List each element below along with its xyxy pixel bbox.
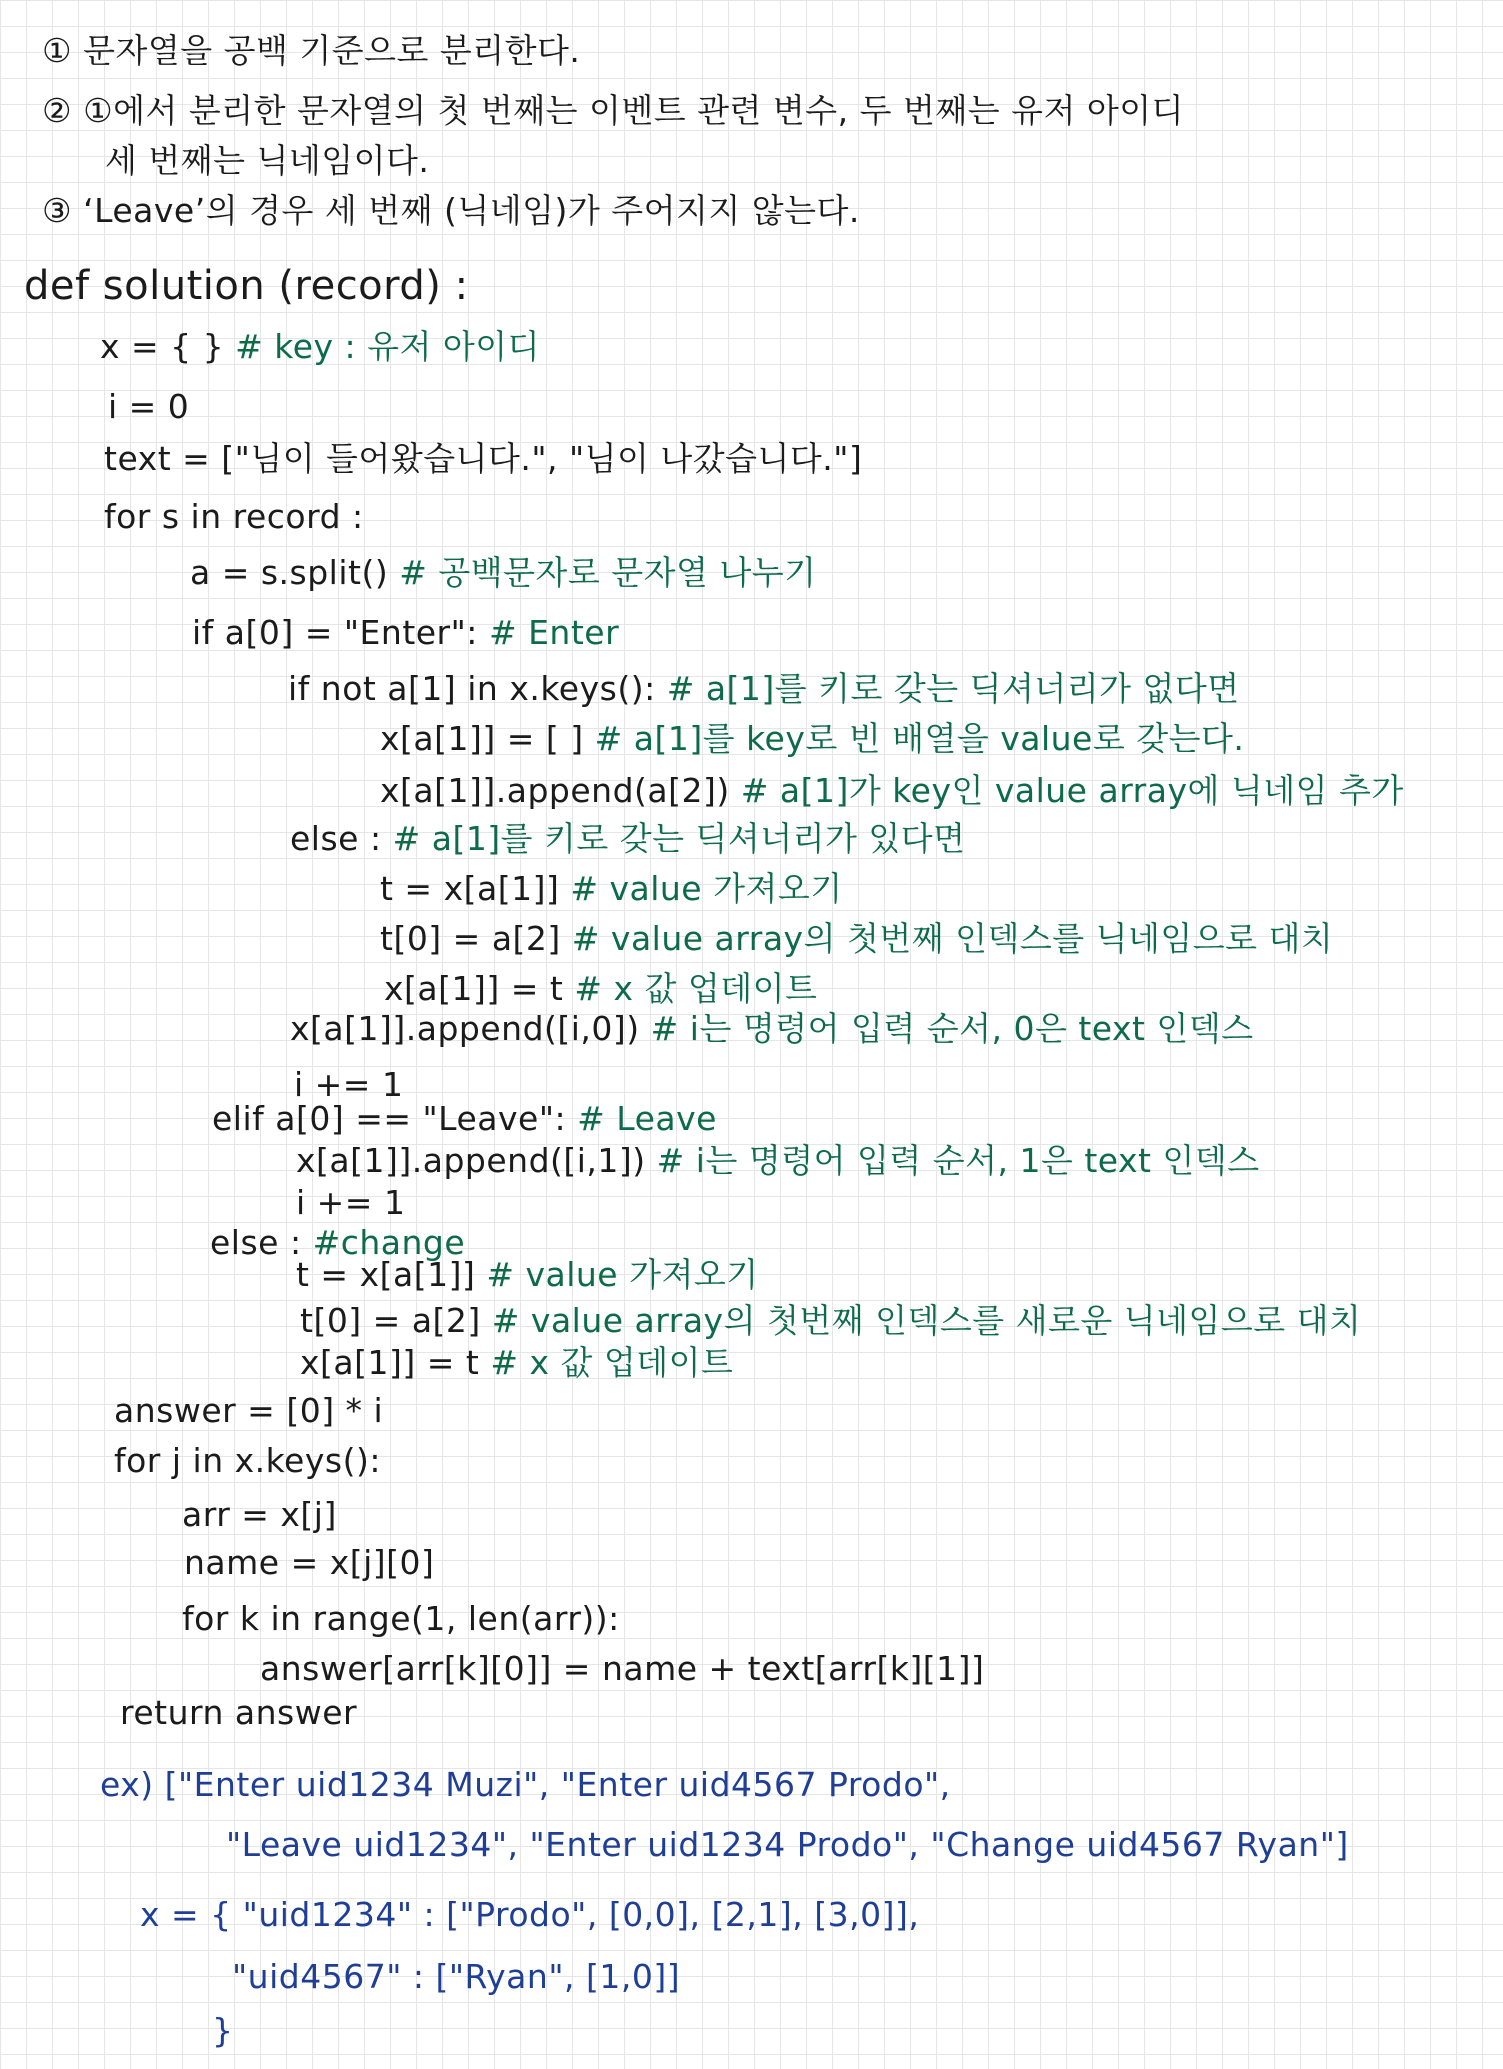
code-comment: # Enter	[488, 613, 620, 652]
code-text: name = x[j][0]	[184, 1543, 435, 1582]
code-text: for s in record :	[104, 497, 364, 536]
code-comment: # 공백문자로 문자열 나누기	[399, 553, 817, 592]
code-text: for k in range(1, len(arr)):	[182, 1599, 620, 1638]
code-text: x = { }	[100, 327, 225, 366]
code-comment: # value array의 첫번째 인덱스를 닉네임으로 대치	[571, 919, 1334, 958]
code-text: arr = x[j]	[182, 1495, 337, 1534]
code-text: t = x[a[1]]	[296, 1255, 476, 1294]
code-text: x[a[1]].append(a[2])	[380, 771, 730, 810]
code-comment: # key : 유저 아이디	[235, 327, 541, 366]
example-line-3: x = { "uid1234" : ["Prodo", [0,0], [2,1], [3,0]],	[140, 1895, 920, 1934]
code-comment: # value array의 첫번째 인덱스를 새로운 닉네임으로 대치	[491, 1301, 1362, 1340]
code-text: i = 0	[108, 387, 190, 426]
code-line-9	[380, 719, 1245, 758]
code-text: t[0] = a[2]	[300, 1301, 481, 1340]
code-comment: # i는 명령어 입력 순서, 1은 text 인덱스	[656, 1141, 1260, 1180]
code-line-27	[184, 1543, 435, 1582]
code-line-2	[100, 327, 541, 366]
code-line-25	[114, 1441, 381, 1480]
code-line-4	[104, 439, 863, 478]
code-text: if a[0] = "Enter":	[192, 613, 478, 652]
example-line-1: ex) ["Enter uid1234 Muzi", "Enter uid4567 Prodo",	[100, 1765, 951, 1804]
code-line-14	[384, 969, 818, 1008]
code-comment: # Leave	[577, 1099, 717, 1138]
code-line-17	[212, 1099, 717, 1138]
code-line-15	[290, 1009, 1254, 1048]
step-2-continued: 세 번째는 닉네임이다.	[105, 141, 430, 180]
step-1: ① 문자열을 공백 기준으로 분리한다.	[42, 31, 581, 70]
code-text: for j in x.keys():	[114, 1441, 381, 1480]
step-3: ③ ‘Leave’의 경우 세 번째 (닉네임)가 주어지지 않는다.	[42, 191, 860, 230]
code-comment: # value 가져오기	[570, 869, 843, 908]
code-comment: #change	[312, 1223, 466, 1262]
code-line-22	[300, 1301, 1362, 1340]
code-line-6	[190, 553, 817, 592]
code-text: answer = [0] * i	[114, 1391, 384, 1430]
code-text: a = s.split()	[190, 553, 389, 592]
code-comment: # value 가져오기	[486, 1255, 759, 1294]
code-line-23	[300, 1343, 734, 1382]
code-line-7	[192, 613, 620, 652]
code-line-8	[288, 669, 1240, 708]
code-line-1	[24, 263, 469, 309]
example-line-4: "uid4567" : ["Ryan", [1,0]]	[232, 1957, 681, 1996]
code-text: x[a[1]] = t	[384, 969, 564, 1008]
code-text: else :	[290, 819, 382, 858]
code-line-26	[182, 1495, 337, 1534]
code-text: x[a[1]] = t	[300, 1343, 480, 1382]
example-line-2: "Leave uid1234", "Enter uid1234 Prodo", "Change uid4567 Ryan"]	[226, 1825, 1349, 1864]
code-line-16	[294, 1065, 404, 1104]
code-line-13	[380, 919, 1334, 958]
code-text: def solution (record) :	[24, 263, 469, 309]
code-text: return answer	[120, 1693, 358, 1732]
code-text: x[a[1]] = [ ]	[380, 719, 584, 758]
code-text: i += 1	[296, 1183, 406, 1222]
code-text: else :	[210, 1223, 302, 1262]
step-2: ② ①에서 분리한 문자열의 첫 번째는 이벤트 관련 변수, 두 번째는 유저 아이디	[42, 91, 1184, 130]
code-comment: # a[1]가 key인 value array에 닉네임 추가	[740, 771, 1404, 810]
code-comment: # x 값 업데이트	[490, 1343, 734, 1382]
code-text: t[0] = a[2]	[380, 919, 561, 958]
code-line-29	[260, 1649, 985, 1688]
code-text: x[a[1]].append([i,0])	[290, 1009, 640, 1048]
code-comment: # x 값 업데이트	[574, 969, 818, 1008]
code-line-12	[380, 869, 843, 908]
code-line-5	[104, 497, 364, 536]
code-comment: # a[1]를 키로 갖는 딕셔너리가 있다면	[392, 819, 966, 858]
code-text: answer[arr[k][0]] = name + text[arr[k][1]]	[260, 1649, 985, 1688]
code-line-18	[296, 1141, 1260, 1180]
code-text: elif a[0] == "Leave":	[212, 1099, 567, 1138]
code-text: t = x[a[1]]	[380, 869, 560, 908]
code-line-19	[296, 1183, 406, 1222]
code-line-11	[290, 819, 966, 858]
code-text: x[a[1]].append([i,1])	[296, 1141, 646, 1180]
code-comment: # a[1]를 key로 빈 배열을 value로 갖는다.	[594, 719, 1245, 758]
code-line-3	[108, 387, 190, 426]
example-line-5: }	[212, 2011, 234, 2050]
code-line-21	[296, 1255, 759, 1294]
code-line-24	[114, 1391, 384, 1430]
code-text: text = ["님이 들어왔습니다.", "님이 나갔습니다."]	[104, 439, 863, 478]
code-line-28	[182, 1599, 620, 1638]
code-comment: # a[1]를 키로 갖는 딕셔너리가 없다면	[666, 669, 1240, 708]
code-text: if not a[1] in x.keys():	[288, 669, 656, 708]
code-line-10	[380, 771, 1404, 810]
code-comment: # i는 명령어 입력 순서, 0은 text 인덱스	[650, 1009, 1254, 1048]
code-text: i += 1	[294, 1065, 404, 1104]
code-line-30	[120, 1693, 358, 1732]
